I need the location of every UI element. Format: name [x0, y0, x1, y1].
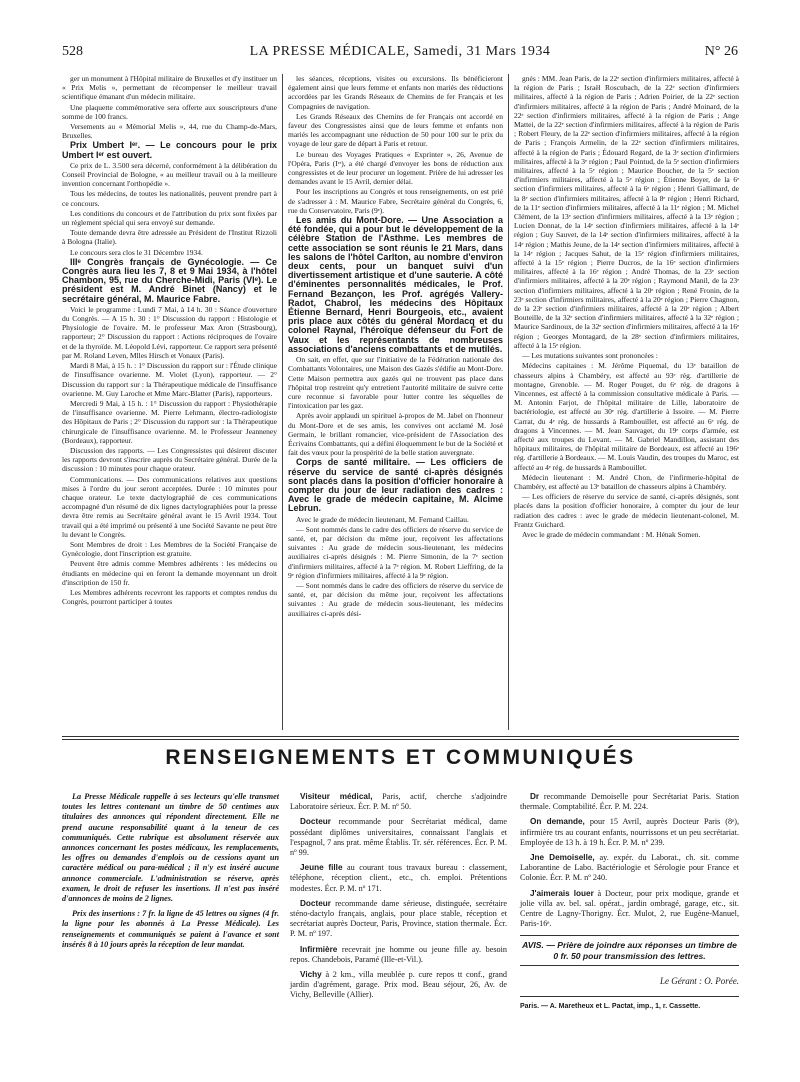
- section-heading: Prix Umbert Iᵉʳ. — Le concours pour le prix Umbert Iᵉʳ est ouvert.: [62, 140, 277, 160]
- page-number: 528: [62, 44, 83, 59]
- ads-column-3: [520, 792, 739, 1012]
- paragraph: Mercredi 9 Mai, à 15 h. : 1° Discussion du rapport : Physiothérapie de l'insuffisance ovarienne. M. Pierre Lehmann, électro-radiologiste des Hôpitaux de Paris ; 2° Discussion du rapport sur : la Thérapeutique chirurgicale de l'insuffisance ovarienne. M. le Professeur Jeanneney (Bordeaux), rapporteur.: [62, 398, 277, 445]
- gerant-signature: Le Gérant : O. Porée.: [660, 975, 739, 986]
- ad-heading: Jeune fille: [300, 863, 343, 873]
- paragraph: — Les mutations suivantes sont prononcées :: [522, 351, 658, 361]
- paragraph: — Les officiers de réserve du service de santé, ci-après désignés, sont placés dans la position d'officier honoraire, à compter du jour de leur radiation des cadres : avec le grade de médecin lieutenant-colonel, M. Frantz Guichard.: [514, 492, 739, 529]
- paragraph: Le bureau des Voyages Pratiques « Exprinter », 26, Avenue de l'Opéra, Paris (Iᵉʳ), a été chargé d'envoyer les bons de réduction aux congressistes et de leur procurer un logement. Prière de lui adresser les demandes avant le 15 Avril, dernier délai.: [288, 149, 503, 187]
- paragraph: — Sont nommés dans le cadre des officiers de réserve du service de santé, et, par décision du même jour, reçoivent les affectations suivantes : Au grade de médecin sous-lieutenant, les médecins auxiliaires ci-après désignés : M. Pierre Simonin, de la 7ᵉ section d'infirmiers militaires, affecté à la 7ᵉ région. M. Robert Lieffring, de la 9ᵉ région d'infirmiers militaires, affecté à la 9ᵉ région.: [288, 524, 503, 580]
- paragraph: Médecin lieutenant : M. André Chon, de l'infirmerie-hôpital de Chambéry, est affecté au 13ᵉ bataillon de chasseurs alpins à Chambéry.: [514, 472, 739, 491]
- classified-ad: [520, 792, 739, 812]
- classified-ad: [290, 945, 507, 965]
- paragraph: Ce prix de L. 3.500 sera décerné, conformément à la délibération du Conseil Provincial de Bologne, « au meilleur travail ou à la meilleure invention concernant l'orthopédie ».: [62, 160, 277, 189]
- paragraph: Le concours sera clos le 31 Décembre 1934.: [70, 247, 203, 257]
- paragraph: Mardi 8 Mai, à 15 h. : 1° Discussion du rapport sur : l'Étude clinique de l'insuffisance ovarienne. M. Violet (Lyon), rapporteur. — 2° Discussion du rapport sur : la Thérapeutique médicale de l'insuffisance ovarienne. M. Guy Laroche et Mme Marc-Blatter (Paris), rapporteurs.: [62, 361, 277, 398]
- paragraph: ger un monument à l'Hôpital militaire de Bruxelles et d'y instituer un « Prix Melis », permettant de récompenser le meilleur travail scientifique émanant d'un médecin militaire.: [62, 74, 277, 102]
- ad-text: Paris, actif, cherche s'adjoindre Laboratoire sérieux. Écr. P. M. nº 50.: [290, 792, 508, 812]
- ad-text: à Docteur, pour prix modique, grande et jolie villa av. bel. sal. opérat., jardin ombragé, garage, etc., sit. Centre de Lagny-Thorigny. Écr. Mulot, 2, rue Eugène-Manuel, Paris-16ᵉ.: [520, 888, 740, 929]
- ad-heading: Vichy: [300, 970, 322, 980]
- ad-heading: Jne Demoiselle,: [530, 853, 595, 863]
- classified-ad: [520, 853, 739, 884]
- classified-ad: [520, 889, 739, 930]
- paragraph: Les Grands Réseaux des Chemins de fer Français ont accordé en faveur des Congressistes ainsi que de leurs femme et enfants non mariés les accompagnant une réduction de 50 pour 100 sur le prix du voyage de leur gare de départ à Paris et retour.: [288, 111, 503, 149]
- ad-text: recommande pour Secrétariat médical, dame possédant diplômes universitaires, connaissant l'anglais et l'espagnol, 7 ans prat. même Établis. Tr. sér. références. Écr. P. M. nº 99.: [290, 817, 508, 858]
- section-heading: Corps de santé militaire. — Les officiers de réserve du service de santé ci-après désignés sont placés dans la position d'officier honoraire à compter du jour de leur radiation des cadres : Avec le grade de médecin capitaine, M. Alcime Lebrun.: [288, 457, 503, 514]
- paragraph: Les Membres adhérents recevront les rapports et comptes rendus du Congrès, pourront participer à toutes: [62, 587, 277, 607]
- paragraph: — Sont nommés dans le cadre des officiers de réserve du service de santé, et, par décision du même jour, reçoivent les affectations suivantes : Au grade de médecin sous-lieutenant, les médecins auxiliaires ci-après dési-: [288, 580, 503, 618]
- avis-notice: AVIS. — Prière de joindre aux réponses un timbre de 0 fr. 50 pour transmission des lettres.: [520, 935, 739, 965]
- column-divider: [508, 74, 509, 730]
- paragraph: gnés : MM. Jean Paris, de la 22ᵉ section d'infirmiers militaires, affecté à la région de Paris ; Israël Roscubach, de la 22ᵉ section d'infirmiers militaires, affecté à la région de Paris ; Adrien Poirier, de la 22ᵉ section d'infirmiers militaires, affecté à la région de Paris ; André Moinard, de la 22ᵉ section d'infirmiers militaires, affecté à la région de Paris ; Ange Mattei, de la 22ᵉ section d'infirmiers militaires, affecté à la région de Paris ; Robert Fleury, de la 22ᵉ section d'infirmiers militaires, affecté à la région de Paris ; François Armelin, de la 22ᵉ section d'infirmiers militaires, affecté à la région de Paris ; Édouard Regard, de la 3ᵉ section d'infirmiers militaires, affecté à la 3ᵉ région ; Paul Pointud, de la 5ᵉ section d'infirmiers militaires, affecté à la 5ᵉ région ; Maurice Boucher, de la 5ᵉ section d'infirmiers militaires, affecté à la 5ᵉ région ; Étienne Boyer, de la 6ᵉ section d'infirmiers militaires, affecté à la 6ᵉ région ; Henri Gallimard, de la 8ᵉ section d'infirmiers militaires, affecté à la 8ᵉ région ; Henri Richard, de la 11ᵉ section d'infirmiers militaires, affecté à la 11ᵉ région ; M. Michel Clément, de la 13ᵉ section d'infirmiers militaires, affecté à la 13ᵉ région ; Lucien Donnat, de la 14ᵉ section d'infirmiers militaires, affecté à la 14ᵉ région ; Guy Sauvet, de la 14ᵉ section d'infirmiers militaires, affecté à la 14ᵉ région ; Mathis Jeune, de la 14ᵉ section d'infirmiers militaires, affecté à la 14ᵉ région ; Jacques Sahut, de la 15ᵉ région d'infirmiers militaires, affecté à la 15ᵉ région ; Pierre Ducros, de la 16ᵉ section d'infirmiers militaires, affecté à la 16ᵉ région ; André Thomas, de la 23ᵉ section d'infirmiers militaires, affecté à la 20ᵉ région ; Raymond Manil, de la 23ᵉ section d'infirmiers militaires, affecté à la 20ᵉ région ; René Fronin, de la 23ᵉ section d'infirmiers militaires, affecté à la 20ᵉ région ; Pierre Chagnon, de la 23ᵉ section d'infirmiers militaires, affecté à la 20ᵉ région ; Albert Bouteille, de la 32ᵉ section d'infirmiers militaires, affecté à la 32ᵉ région ; Maurice Sardinoux, de la 32ᵉ section d'infirmiers militaires, affecté à la 16ᵉ région ; Georges Montagard, de la 28ᵉ section d'infirmiers militaires, affecté à la 15ᵉ région.: [514, 74, 739, 350]
- ad-heading: Infirmière: [300, 944, 338, 954]
- ad-heading: Docteur: [300, 817, 331, 827]
- notice-paragraph: Prix des insertions : 7 fr. la ligne de 45 lettres ou signes (4 fr. la ligne pour les abonnés à La Presse Médicale). Les renseignements et communiqués se paient à l'avance et sont insérés 8 à 10 jours après la réception de leur mandat.: [62, 909, 279, 949]
- news-column-3: [514, 74, 739, 734]
- paragraph: Pour les inscriptions au Congrès et tous renseignements, on est prié de s'adresser à : M. Maurice Fabre, Secrétaire général du Congrès, 6, rue du Conservatoire, Paris (9ᵉ).: [288, 187, 503, 215]
- classified-ad: [520, 817, 739, 848]
- ad-heading: On demande,: [530, 817, 585, 827]
- paragraph: Médecins capitaines : M. Jérôme Piquemal, du 13ᵉ bataillon de chasseurs alpins à Chambéry, est affecté au 93ᵉ rég. d'artillerie de montagne, Grenoble. — M. Roger Pouget, du 6ᵉ rég. de dragons à Vincennes, est affecté à la commission consultative médicale à Paris. — M. Antonin Farjot, de l'hôpital militaire de Lille, laboratoire de bactériologie, est affecté au 30ᵉ rég. d'artillerie à Issoire. — M. Pierre Carrat, du 4ᵉ rég. de hussards à Rambouillet, est affecté au 6ᵉ rég. de dragons à Vincennes. — M. Jean Sauvaget, du 19ᵉ corps d'armée, est affecté aux troupes du Levant. — M. Gabriel Mandillon, assistant des hôpitaux militaires, de l'hôpital militaire de Bordeaux, est affecté au 196ᵉ rég. d'artillerie à Bordeaux. — M. Louis Vaudin, des troupes du Maroc, est affecté au 4ᵉ rég. de hussards à Rambouillet.: [514, 361, 739, 472]
- ad-text: pour 15 Avril, auprès Docteur Paris (8ᵉ), infirmière trs au courant enfants, nourrissons et un peu secrétariat. Employée de 13 h. à 19 h. Écr. P. M. nº 239.: [520, 817, 739, 847]
- ads-column-2: [290, 792, 507, 1006]
- paragraph: Sont Membres de droit : Les Membres de la Société Française de Gynécologie, dont l'inscription est gratuite.: [62, 539, 277, 559]
- column-divider: [282, 74, 283, 730]
- classified-ad: [290, 863, 507, 894]
- printer-imprint: Paris. — A. Maretheux et L. Pactat, imp., 1, r. Cassette.: [520, 996, 739, 1012]
- news-column-1: [62, 74, 277, 734]
- paragraph: Avec le grade de médecin commandant : M. Hénak Somen.: [522, 529, 701, 539]
- ad-heading: Dr: [530, 792, 540, 801]
- paragraph: Voici le programme : Lundi 7 Mai, à 14 h. 30 : Séance d'ouverture du Congrès. — A 15 h. 30 : 1° Discussion du rapport : Histologie et Physiologie de l'ovaire. M. le professeur Max Aron (Strasbourg), rapporteur; 2° Discussion du rapport : Actions réciproques de l'ovaire et de la thyroïde. M. Léopold Lévi, rapporteur. Ce rapport sera présenté par M. Roland Leven, Mlles Hirsch et Vonaux (Paris).: [62, 304, 277, 360]
- section-heading: IIIᵉ Congrès français de Gynécologie. — Ce Congrès aura lieu les 7, 8 et 9 Mai 1934, à l'hôtel Chambon, 95, rue du Cherche-Midi, Paris (VIᵉ). Le président est M. André Binet (Nancy) et le secrétaire général, M. Maurice Fabre.: [62, 256, 277, 304]
- ad-text: recommande dame sérieuse, distinguée, secrétaire sténo-dactylo français, anglais, pour place stable, réception et secrétariat auprès Docteur, Paris, Province, station thermale. Écr. P. M. nº 197.: [290, 898, 507, 939]
- paragraph: Communications. — Des communications relatives aux questions mises à l'ordre du jour seront acceptées. Durée : 10 minutes pour chaque orateur. Le texte dactylographié de ces communications accompagné d'un résumé de dix lignes dactylographiées pour la presse devra être remis au Secrétaire général avant le 15 Avril 1934. Tout travail qui a été imprimé ou présenté à une Société Savante ne peut être lu devant le Congrès.: [62, 474, 277, 539]
- ad-text: recevrait jne homme ou jeune fille ay. besoin repos. Chandebois, Paramé (Ille-et-Vil.).: [290, 944, 508, 964]
- paragraph: Peuvent être admis comme Membres adhérents : les médecins ou étudiants en médecine qui en feront la demande moyennant un droit d'inscription de 150 fr.: [62, 559, 277, 587]
- classified-ad: [290, 970, 507, 1001]
- running-header: [62, 44, 738, 64]
- paragraph: Toute demande devra être adressée au Président de l'Institut Rizzoli à Bologna (Italie).: [62, 228, 277, 247]
- paragraph: Versements au « Mémorial Melis », 44, rue du Champ-de-Mars, Bruxelles.: [62, 122, 277, 141]
- journal-title: LA PRESSE MÉDICALE, Samedi, 31 Mars 1934: [249, 44, 551, 59]
- section-heading: Les amis du Mont-Dore. — Une Association a été fondée, qui a pour but le développement de la célèbre Station de l'Asthme. Les membres de cette association se sont réunis le 21 Mars, dans les salons de l'hôtel Carlton, au nombre d'environ deux cents, pour un banquet suivi d'un divertissement artistique et d'une sauterie. A côté d'éminentes personnalités médicales, le Prof. Fernand Bezançon, les Prof. agrégés Vallery-Radot, Chabrol, les médecins des Hôpitaux Étienne Bernard, Henri Bourgeois, etc., avaient pris place aux côtés du général Mordacq et du colonel Raynal, l'héroïque défenseur du Fort de Vaux et les représentants de nombreuses associations d'anciens combattants et de mutilés.: [288, 215, 503, 354]
- ads-notice-column: [62, 792, 279, 955]
- ad-text: au courant tous travaux bureau : classement, téléphone, réception client., etc., ch. emploi. Prétentions modestes. Écr. P. M. nº 171.: [290, 863, 507, 893]
- ad-text: à 2 km., villa meublée p. cure repos tt conf., grand jardin d'agrément, garage. Prix mod. Beau séjour, 26, Av. de Vichy, Belleville (Allier).: [290, 970, 508, 1000]
- section-title: RENSEIGNEMENTS ET COMMUNIQUÉS: [165, 746, 636, 769]
- section-rule: [62, 736, 739, 737]
- ad-heading: J'aimerais louer: [530, 888, 594, 898]
- classified-ad: [290, 792, 507, 812]
- paragraph: Les conditions du concours et de l'attribution du prix sont fixées par un règlement spécial qui sera envoyé sur demande.: [62, 208, 277, 228]
- classified-ad: [290, 899, 507, 940]
- paragraph: Tous les médecins, de toutes les nationalités, peuvent prendre part à ce concours.: [62, 189, 277, 208]
- ad-heading: Visiteur médical,: [300, 792, 373, 801]
- classified-ad: [290, 817, 507, 858]
- ad-text: recommande Demoiselle pour Secrétariat Paris. Station thermale. Comptabilité. Écr. P. M. 224.: [520, 792, 739, 812]
- paragraph: Avec le grade de médecin lieutenant, M. Fernand Caillau.: [296, 514, 469, 524]
- paragraph: les séances, réceptions, visites ou excursions. Ils bénéficieront également ainsi que leurs femme et enfants non mariés des réductions accordées par les Grands Réseaux de Chemins de fer Français et les Compagnies de navigation.: [288, 74, 503, 111]
- notice-paragraph: La Presse Médicale rappelle à ses lecteurs qu'elle transmet toutes les lettres contenant un timbre de 50 centimes aux titulaires des annonces qui répondent directement. Elle ne prend aucune responsabilité quant à la teneur de ces communiqués. Cette rubrique est absolument réservée aux annonces concernant les postes médicaux, les remplacements, les offres ou demandes d'emplois ou de cessions ayant un caractère médical ou para-médical ; il n'y est inséré aucune annonce commerciale. L'administration se réserve, après examen, le droit de refuser les insertions. Il n'est pas inséré d'annonces de moins de 2 lignes.: [62, 792, 279, 904]
- paragraph: Une plaquette commémorative sera offerte aux souscripteurs d'une somme de 100 francs.: [62, 102, 277, 121]
- ad-heading: Docteur: [300, 898, 331, 908]
- section-rule: [62, 739, 739, 740]
- issue-number: N° 26: [704, 44, 738, 59]
- paragraph: Après avoir applaudi un spirituel à-propos de M. Jabel on l'honneur du Mont-Dore et de ses amis, les convives ont acclamé M. José Germain, le brillant romancier, vice-président de l'Association des Écrivains Combattants, qui a défini éloquemment le but de la Société et fait des vœux pour la prospérité de la belle station auvergnate.: [288, 411, 503, 458]
- paragraph: On sait, en effet, que sur l'initiative de la Fédération nationale des Combattants Volontaires, une Maison des Gazés s'édifie au Mont-Dore. Cette Maison permettra aux gazés qui ne trouvent pas place dans l'hôpital trop restreint qu'y entretient l'autorité militaire de suivre cette cure reconnue si favorable pour lutter contre les séquelles de l'intoxication par les gaz.: [288, 355, 503, 411]
- ad-text: ay. expér. du Laborat., ch. sit. comme Laborantine de Labo. Bactériologie et Sérologie pour France et Colonie. Écr. P. M. nº 240.: [520, 853, 739, 883]
- paragraph: Discussion des rapports. — Les Congressistes qui désirent discuter les rapports devront s'inscrire auprès du Secrétaire général. Durée de la discussion : 10 minutes pour chaque orateur.: [62, 445, 277, 474]
- news-column-2: [288, 74, 503, 734]
